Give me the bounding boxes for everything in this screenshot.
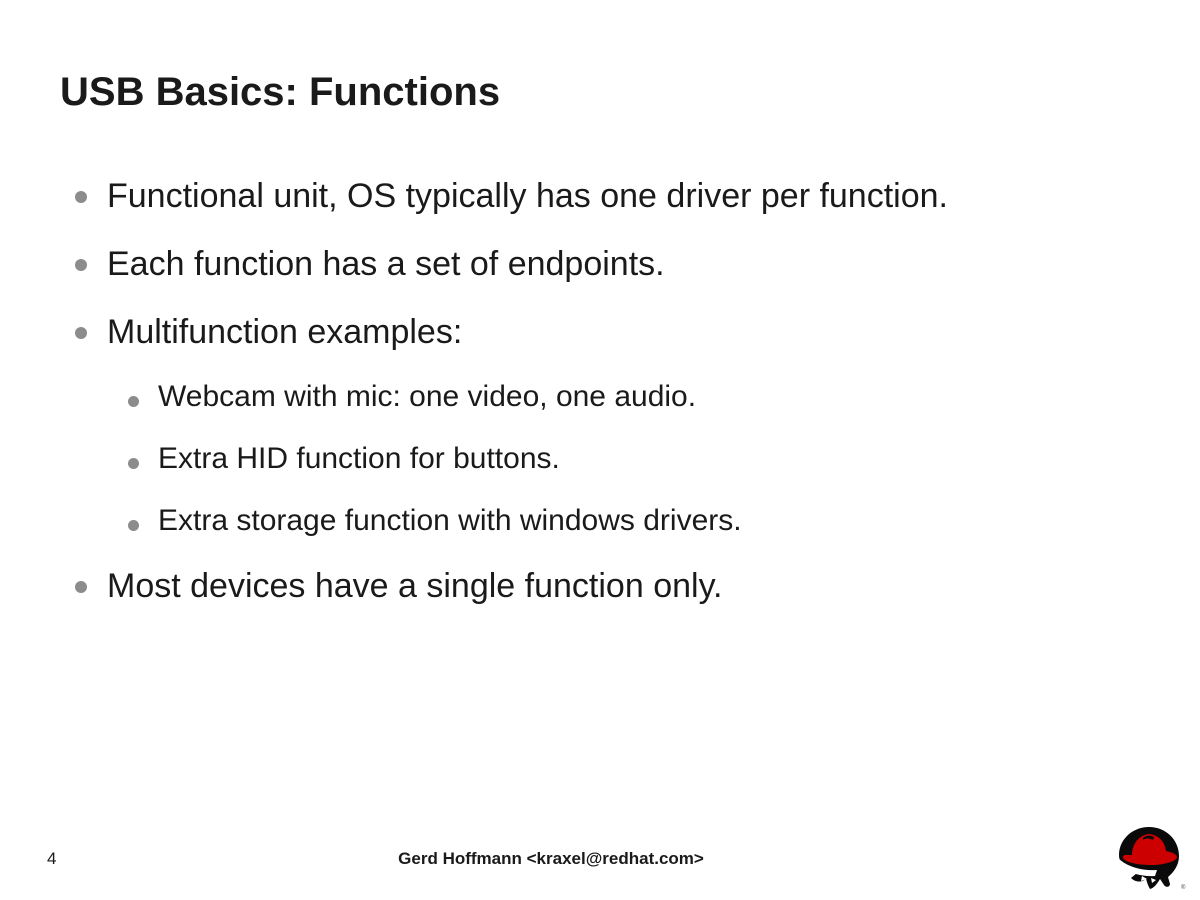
sub-bullet-item <box>60 500 1060 542</box>
bullet-dot-icon <box>75 581 87 593</box>
bullet-text: Extra HID function for buttons. <box>158 442 560 475</box>
bullet-dot-icon <box>128 458 139 469</box>
bullet-item <box>60 172 1060 220</box>
bullet-text: Functional unit, OS typically has one driver per function. <box>107 177 948 215</box>
bullet-text: Multifunction examples: <box>107 313 463 351</box>
bullet-dot-icon <box>75 191 87 203</box>
slide-title: USB Basics: Functions <box>60 70 501 114</box>
bullet-dot-icon <box>75 327 87 339</box>
sub-bullet-item <box>60 376 1060 418</box>
bullet-text: Extra storage function with windows drivers. <box>158 504 742 537</box>
redhat-shadowman-logo-icon <box>1112 821 1189 895</box>
bullet-item <box>60 240 1060 288</box>
page-number: 4 <box>47 849 57 868</box>
footer-author: Gerd Hoffmann <kraxel@redhat.com> <box>398 849 704 868</box>
bullet-item <box>60 308 1060 356</box>
bullet-dot-icon <box>75 259 87 271</box>
bullet-dot-icon <box>128 520 139 531</box>
bullet-text: Each function has a set of endpoints. <box>107 245 665 283</box>
registered-mark: ® <box>1181 885 1186 891</box>
bullet-text: Most devices have a single function only. <box>107 567 723 605</box>
bullet-item <box>60 562 1060 610</box>
sub-bullet-item <box>60 438 1060 480</box>
bullet-list <box>60 172 1060 630</box>
bullet-text: Webcam with mic: one video, one audio. <box>158 380 697 413</box>
bullet-dot-icon <box>128 396 139 407</box>
